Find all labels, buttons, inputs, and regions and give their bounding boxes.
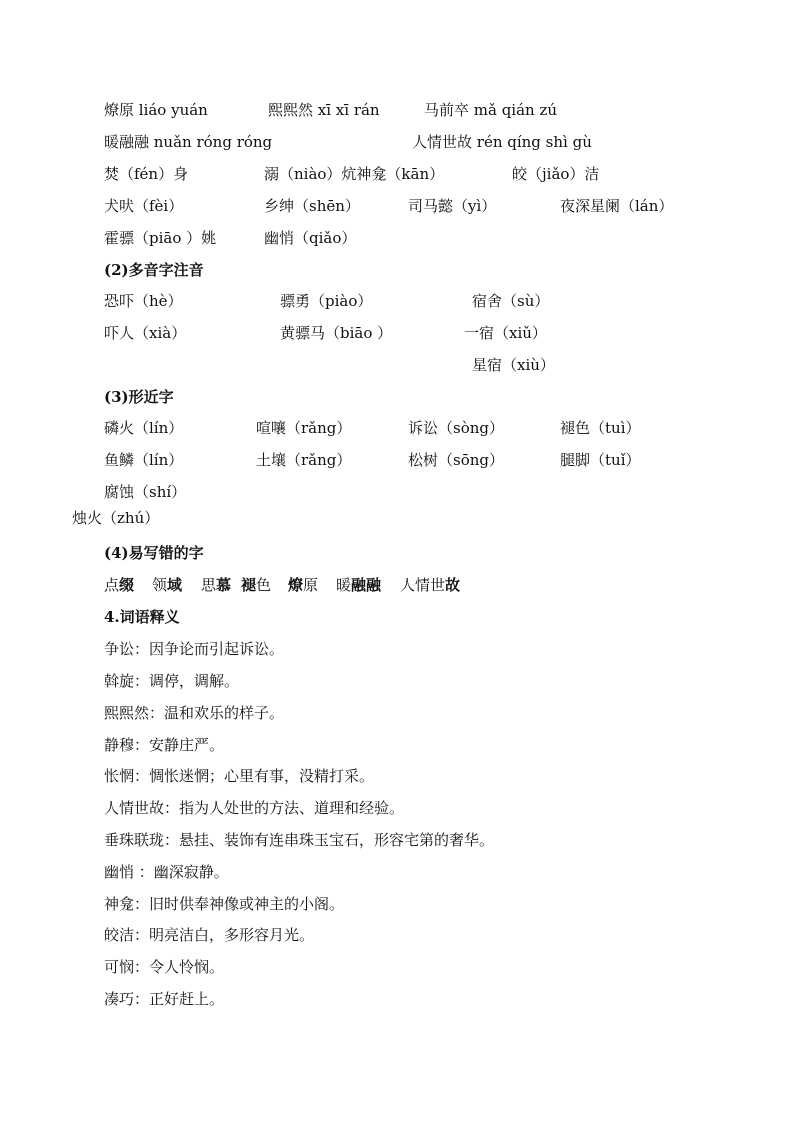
pinyin-entry: 熙熙然 xī xī rán: [268, 101, 380, 119]
pinyin-entry: 燎原 liáo yuán: [104, 101, 208, 119]
typo-word: [201, 575, 231, 595]
polyphone-entry: 黄骠马（biāo ）: [280, 324, 393, 342]
section-heading-similar: (3)形近字: [104, 388, 174, 406]
pinyin-entry: 焚（fén）身: [104, 165, 189, 183]
typo-word: [336, 575, 381, 595]
pinyin-entry: 人情世故 rén qíng shì gù: [412, 133, 592, 151]
polyphone-entry: 一宿（xiǔ）: [464, 324, 547, 342]
glossary-item: 垂珠联珑：悬挂、装饰有连串珠玉宝石，形容宅第的奢华。: [104, 831, 495, 849]
glossary-item: 人情世故：指为人处世的方法、道理和经验。: [104, 799, 405, 817]
glossary-item: 争讼：因争论而引起诉讼。: [104, 640, 285, 658]
similar-entry: 鱼鳞（lín）: [104, 451, 184, 469]
typo-plain: 领: [152, 576, 168, 594]
typo-bold: 域: [167, 576, 183, 594]
section-heading-glossary: 4.词语释义: [104, 608, 180, 626]
similar-entry: 褪色（tuì）: [560, 419, 641, 437]
pinyin-entry: 溺（niào）炕神龛（kān）: [264, 165, 445, 183]
glossary-item: 可悯：令人怜悯。: [104, 958, 225, 976]
typo-bold: 融融: [351, 576, 382, 594]
similar-entry: 腐蚀（shí）: [104, 483, 187, 501]
similar-entry: 诉讼（sòng）: [408, 419, 504, 437]
typo-plain: 原: [303, 576, 319, 594]
typo-plain: 色: [256, 576, 272, 594]
similar-entry: 松树（sōng）: [408, 451, 504, 469]
polyphone-entry: 骠勇（piào）: [280, 292, 373, 310]
glossary-item: 斡旋：调停，调解。: [104, 672, 240, 690]
typo-word: [241, 575, 271, 595]
glossary-item: 怅惘：惆怅迷惘；心里有事，没精打采。: [104, 767, 375, 785]
typo-bold: 故: [445, 576, 461, 594]
polyphone-entry: 星宿（xiù）: [472, 356, 555, 374]
similar-entry: 土壤（rǎng）: [256, 451, 352, 469]
section-heading-polyphone: (2)多音字注音: [104, 261, 204, 279]
pinyin-entry: 司马懿（yì）: [408, 197, 497, 215]
typo-word: [400, 575, 460, 595]
typo-bold: 慕: [216, 576, 232, 594]
section-heading-typo: (4)易写错的字: [104, 544, 204, 562]
pinyin-entry: 霍骠（piāo ）姚: [104, 229, 217, 247]
similar-entry: 磷火（lín）: [104, 419, 184, 437]
similar-entry: 烛火（zhú）: [72, 509, 160, 527]
typo-bold: 褪: [241, 576, 257, 594]
polyphone-entry: 恐吓（hè）: [104, 292, 183, 310]
pinyin-entry: 幽悄（qiǎo）: [264, 229, 357, 247]
pinyin-entry: 皎（jiǎo）洁: [512, 165, 600, 183]
similar-entry: 喧嚷（rǎng）: [256, 419, 352, 437]
pinyin-entry: 乡绅（shēn）: [264, 197, 360, 215]
pinyin-entry: 夜深星阑（lán）: [560, 197, 674, 215]
similar-entry: 腿脚（tuǐ）: [560, 451, 641, 469]
polyphone-entry: 宿舍（sù）: [472, 292, 550, 310]
typo-plain: 思: [201, 576, 217, 594]
glossary-item: 皎洁：明亮洁白，多形容月光。: [104, 926, 315, 944]
glossary-item: 神龛：旧时供奉神像或神主的小阁。: [104, 895, 345, 913]
pinyin-entry: 暖融融 nuǎn róng róng: [104, 133, 273, 151]
typo-word: [104, 575, 134, 595]
typo-bold: 缀: [119, 576, 135, 594]
typo-word: [152, 575, 182, 595]
typo-plain: 人情世: [400, 576, 446, 594]
glossary-item: 幽悄 ：幽深寂静。: [104, 863, 229, 881]
pinyin-entry: 马前卒 mǎ qián zú: [424, 101, 558, 119]
typo-plain: 点: [104, 576, 120, 594]
pinyin-entry: 犬吠（fèi）: [104, 197, 184, 215]
glossary-item: 静穆：安静庄严。: [104, 736, 225, 754]
glossary-item: 熙熙然：温和欢乐的样子。: [104, 704, 285, 722]
polyphone-entry: 吓人（xià）: [104, 324, 187, 342]
glossary-item: 凑巧：正好赶上。: [104, 990, 225, 1008]
typo-word: [288, 575, 318, 595]
typo-bold: 燎: [288, 576, 304, 594]
typo-plain: 暖: [336, 576, 352, 594]
